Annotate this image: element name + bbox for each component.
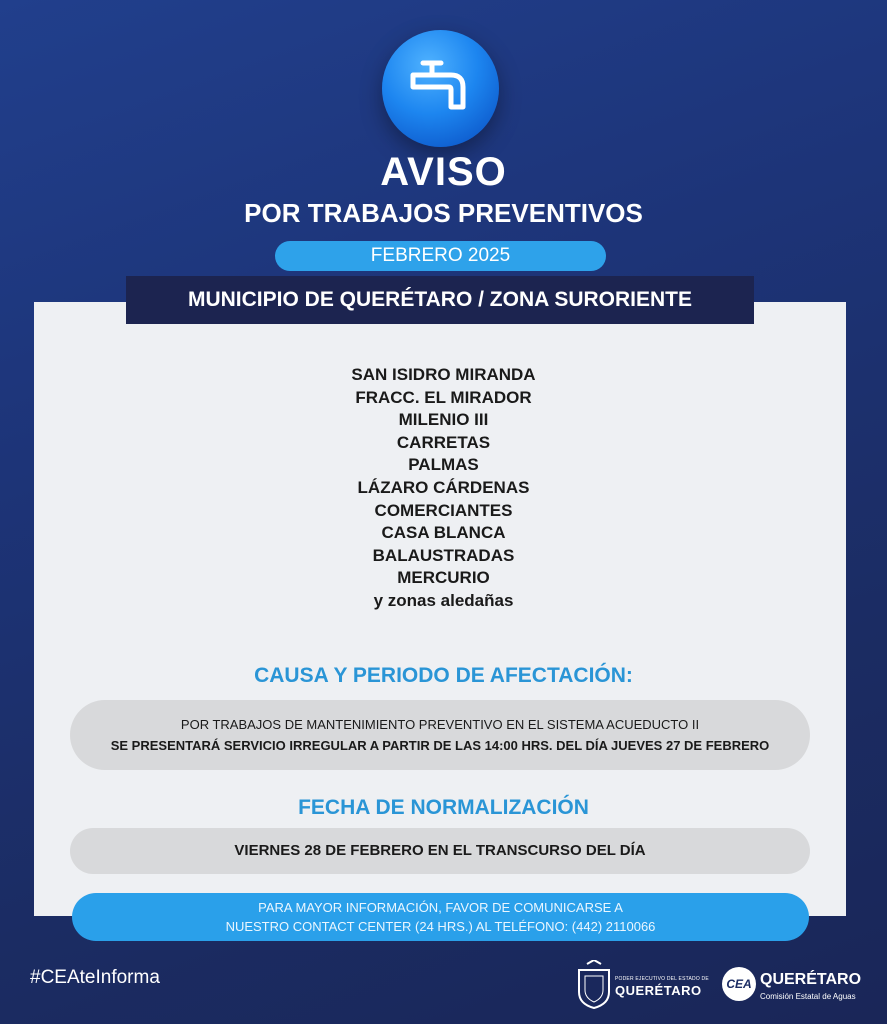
zone-item: CASA BLANCA (381, 523, 506, 543)
normalization-box: VIERNES 28 DE FEBRERO EN EL TRANSCURSO DEL DÍA (70, 828, 810, 874)
zone-item: y zonas aledañas (373, 590, 514, 610)
zone-item: SAN ISIDRO MIRANDA (351, 365, 536, 384)
state-government-logo (575, 960, 709, 1010)
contact-banner (72, 893, 809, 941)
cea-name: QUERÉTARO (760, 971, 862, 988)
page-title: AVISO (380, 150, 507, 194)
cause-text: POR TRABAJOS DE MANTENIMIENTO PREVENTIVO EN EL SISTEMA ACUEDUCTO II (180, 717, 700, 732)
cea-mark: CEA (722, 967, 756, 1001)
zone-item: FRACC. EL MIRADOR (355, 387, 532, 407)
zone-item: MERCURIO (397, 568, 490, 588)
zone-item: BALAUSTRADAS (372, 545, 515, 565)
cea-logo (722, 965, 862, 1010)
zone-list (0, 364, 887, 613)
municipality-bar: MUNICIPIO DE QUERÉTARO / ZONA SURORIENTE (126, 276, 754, 324)
cause-detail: SE PRESENTARÁ SERVICIO IRREGULAR A PARTIR DE LAS 14:00 HRS. DEL DÍA JUEVES 27 DE FEBRERO (110, 738, 770, 753)
gov-caption: PODER EJECUTIVO DEL ESTADO DE (615, 976, 709, 982)
zone-item: COMERCIANTES (374, 500, 513, 520)
contact-line: PARA MAYOR INFORMACIÓN, FAVOR DE COMUNICARSE A (258, 900, 623, 915)
zone-item: CARRETAS (396, 432, 491, 452)
normalization-heading: FECHA DE NORMALIZACIÓN (298, 796, 589, 819)
cause-box (70, 700, 810, 770)
zone-item: PALMAS (408, 455, 479, 475)
zone-item: LÁZARO CÁRDENAS (357, 477, 530, 497)
page-subtitle: POR TRABAJOS PREVENTIVOS (244, 198, 643, 228)
zone-item: MILENIO III (398, 410, 489, 430)
gov-name: QUERÉTARO (615, 983, 702, 998)
water-tap-icon (382, 30, 499, 147)
cea-subtitle: Comisión Estatal de Aguas (760, 992, 856, 1001)
date-badge: FEBRERO 2025 (275, 241, 606, 271)
contact-phone-line: NUESTRO CONTACT CENTER (24 HRS.) AL TELÉFONO: (442) 2110066 (225, 919, 656, 934)
cause-heading: CAUSA Y PERIODO DE AFECTACIÓN: (254, 664, 633, 687)
hashtag: #CEAteInforma (30, 967, 160, 988)
